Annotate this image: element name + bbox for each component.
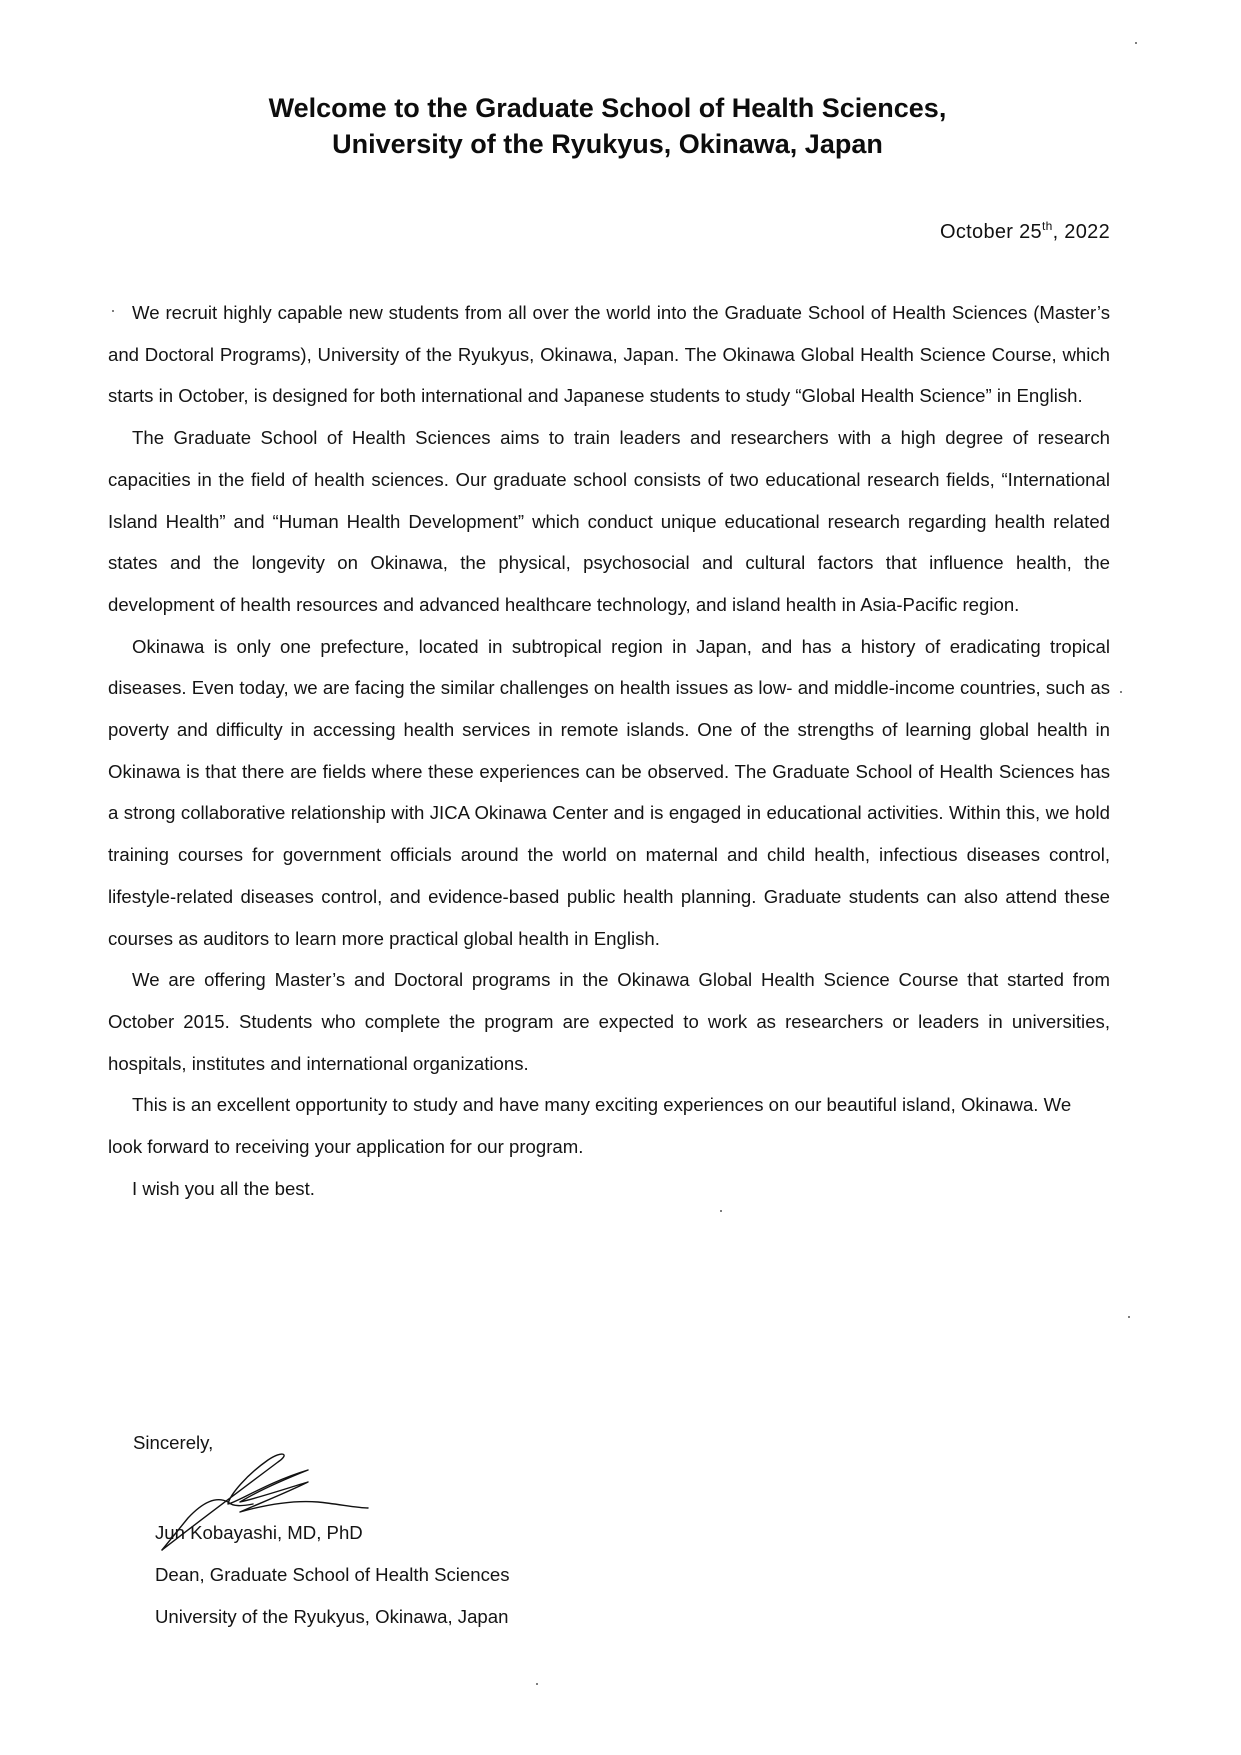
date-year: , 2022 — [1052, 221, 1110, 243]
paragraph-school-aims: The Graduate School of Health Sciences aims to train leaders and researchers with a high degree of research capacities in the field of health sciences. Our graduate school consists of two educational research fields, “International Island Health” and “Human Health Development” which conduct unique educational research regarding health related states and the longevity on Okinawa, the physical, psychosocial and cultural factors that influence health, the development of health resources and advanced healthcare technology, and island health in Asia-Pacific region. — [108, 427, 1110, 615]
paragraph-wishes: I wish you all the best. — [132, 1177, 315, 1199]
scan-speck — [536, 1683, 538, 1685]
scan-speck — [1135, 42, 1137, 44]
paragraph-programs: We are offering Master’s and Doctoral programs in the Okinawa Global Health Science Course that started from October 2015. Students who complete the program are expected to work as researchers or leaders in universities, hospitals, institutes and international organizations. — [108, 969, 1110, 1074]
signatory-name: Jun Kobayashi, MD, PhD — [155, 1522, 363, 1543]
letter-title — [0, 90, 1215, 162]
date-suffix: th — [1041, 219, 1053, 233]
letter-date — [940, 218, 1110, 246]
letter-body — [108, 292, 1110, 1209]
paragraph-intro: We recruit highly capable new students from all over the world into the Graduate School of Health Sciences (Master’s and Doctoral Programs), University of the Ryukyus, Okinawa, Japan. The Okinawa Global Health Science Course, which starts in October, is designed for both international and Japanese students to study “Global Health Science” in English. — [108, 302, 1110, 407]
closing-salutation: Sincerely, — [133, 1432, 214, 1453]
scan-speck — [1128, 1316, 1130, 1318]
date-month: October — [940, 221, 1014, 243]
signatory-affiliation: University of the Ryukyus, Okinawa, Japan — [155, 1606, 509, 1627]
title-line-1: Welcome to the Graduate School of Health Sciences, — [268, 93, 947, 123]
scan-speck — [1120, 691, 1122, 693]
date-day: 25 — [1019, 221, 1042, 243]
title-line-2: University of the Ryukyus, Okinawa, Japan — [332, 129, 883, 159]
paragraph-okinawa: Okinawa is only one prefecture, located in subtropical region in Japan, and has a history of eradicating tropical diseases. Even today, we are facing the similar challenges on health issues as low- and middle-income countries, such as poverty and difficulty in accessing health services in remote islands. One of the strengths of learning global health in Okinawa is that there are fields where these experiences can be observed. The Graduate School of Health Sciences has a strong collaborative relationship with JICA Okinawa Center and is engaged in educational activities. Within this, we hold training courses for government officials around the world on maternal and child health, infectious diseases control, lifestyle-related diseases control, and evidence-based public health planning. Graduate students can also attend these courses as auditors to learn more practical global health in English. — [108, 635, 1110, 949]
signatory-title: Dean, Graduate School of Health Sciences — [155, 1564, 510, 1585]
scan-speck — [720, 1210, 722, 1212]
scan-speck — [112, 310, 114, 312]
paragraph-opportunity: This is an excellent opportunity to study and have many exciting experiences on our beautiful island, Okinawa. We look forward to receiving your application for our program. — [108, 1094, 1072, 1158]
signature-block — [155, 1512, 510, 1638]
